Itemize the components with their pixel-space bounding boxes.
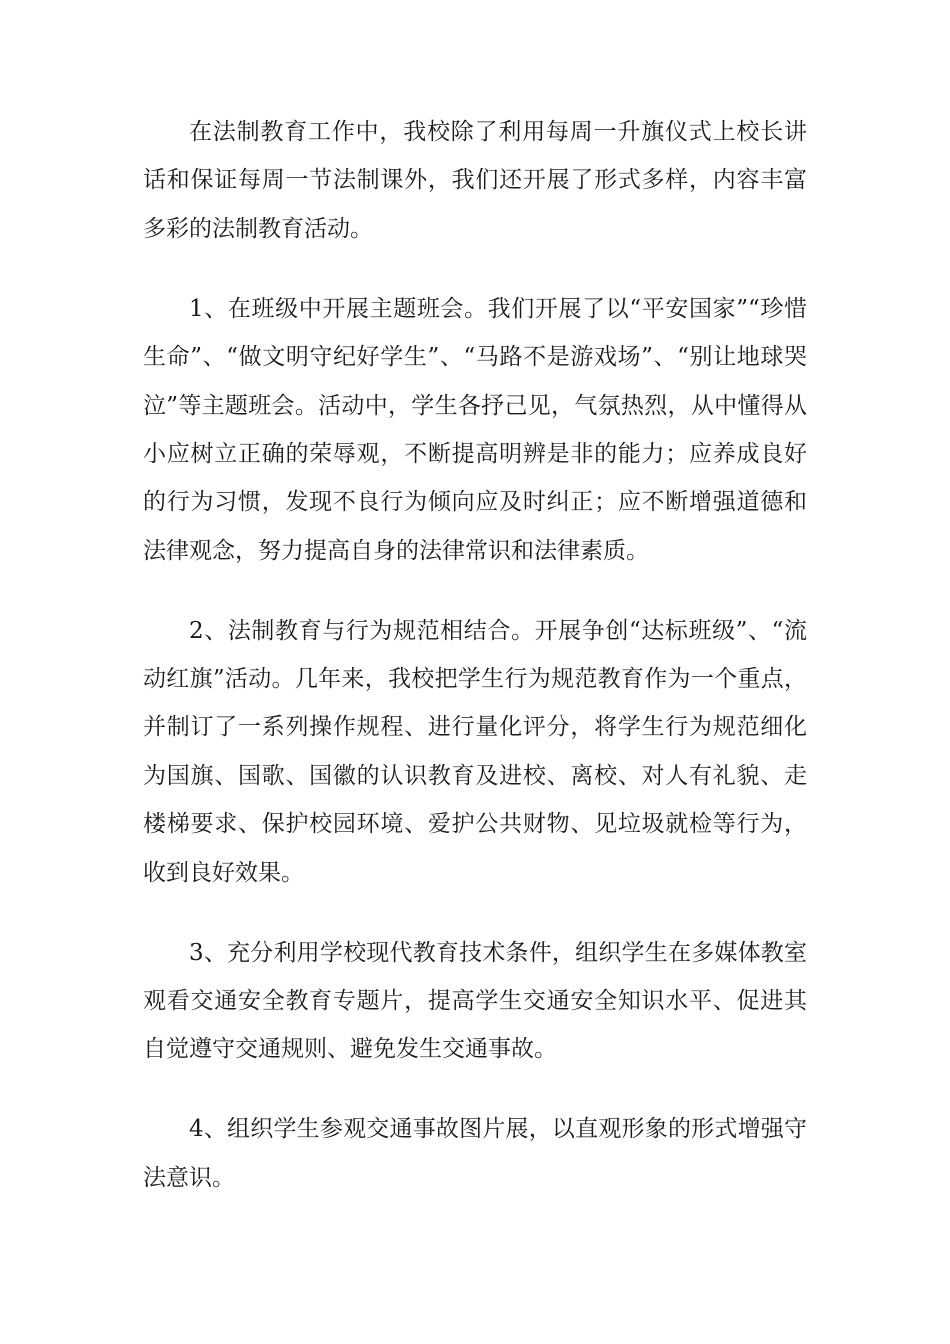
- item-2-paragraph: 2、法制教育与行为规范相结合。开展争创“达标班级”、“流动红旗”活动。几年来，我校把学生行为规范教育作为一个重点，并制订了一系列操作规程、进行量化评分，将学生行为规范细化为国旗、国歌、国徽的认识教育及进校、离校、对人有礼貌、走楼梯要求、保护校园环境、爱护公共财物、见垃圾就检等行为，收到良好效果。: [143, 617, 807, 886]
- item-3-paragraph: 3、充分利用学校现代教育技术条件，组织学生在多媒体教室观看交通安全教育专题片，提高学生交通安全知识水平、促进其自觉遵守交通规则、避免发生交通事故。: [143, 939, 807, 1063]
- intro-paragraph: 在法制教育工作中，我校除了利用每周一升旗仪式上校长讲话和保证每周一节法制课外，我们还开展了形式多样，内容丰富多彩的法制教育活动。: [143, 119, 807, 242]
- item-4-paragraph: 4、组织学生参观交通事故图片展，以直观形象的形式增强守法意识。: [143, 1116, 807, 1191]
- item-1-paragraph: 1、在班级中开展主题班会。我们开展了以“平安国家”“珍惜生命”、“做文明守纪好学生”、“马路不是游戏场”、“别让地球哭泣”等主题班会。活动中，学生各抒己见，气氛热烈，从中懂得从小应树立正确的荣辱观，不断提高明辨是非的能力；应养成良好的行为习惯，发现不良行为倾向应及时纠正；应不断增强道德和法律观念，努力提高自身的法律常识和法律素质。: [143, 295, 807, 564]
- document-body: [143, 108, 807, 1234]
